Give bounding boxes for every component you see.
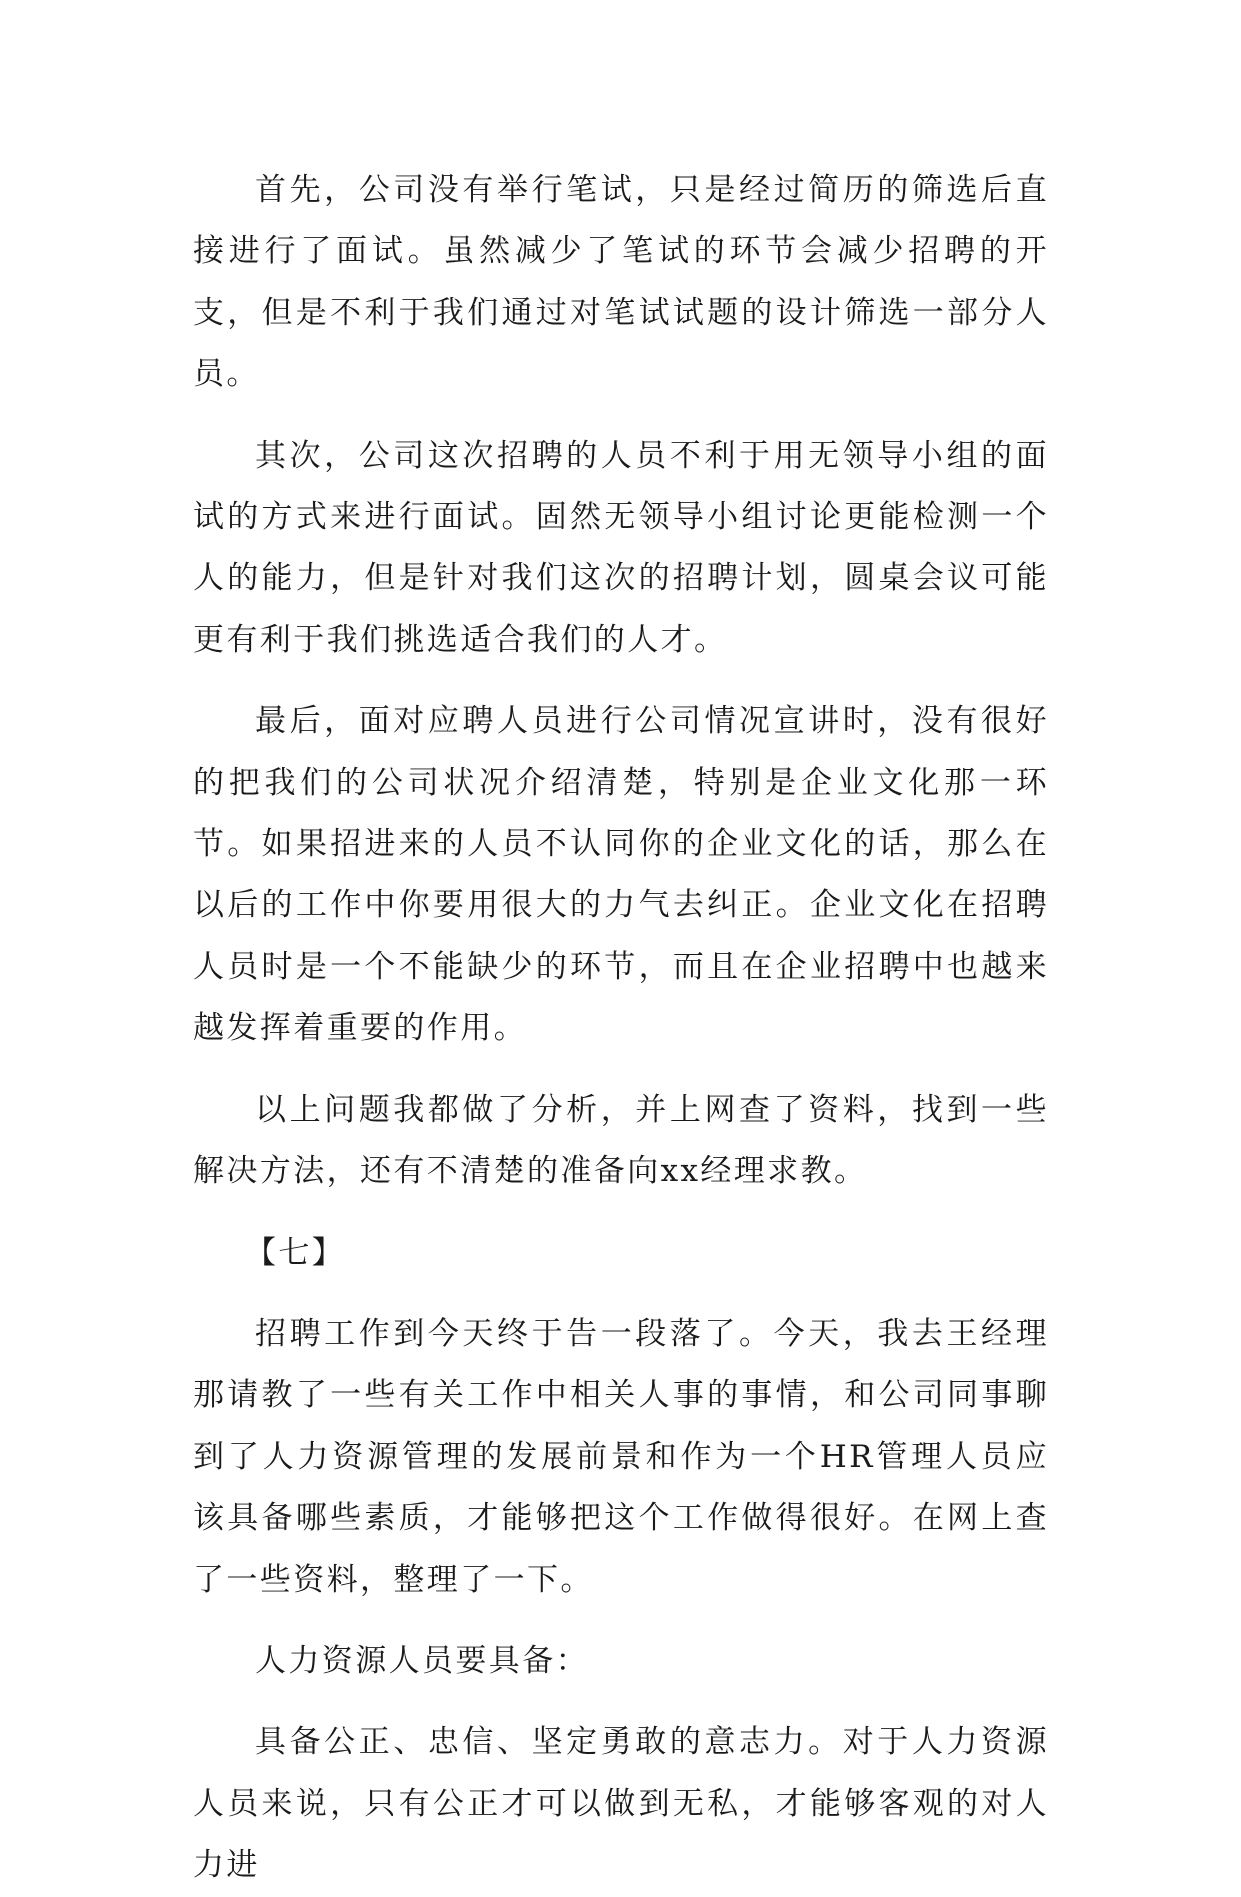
section-heading: 【七】 <box>245 1234 346 1271</box>
paragraph-hr-requirements-intro: 人力资源人员要具备： <box>255 1642 589 1679</box>
paragraph-hr-qualities: 具备公正、忠信、坚定勇敢的意志力。对于人力资源人员来说，只有公正才可以做到无私，才能够客观的对人力进 <box>193 1724 1049 1884</box>
paragraph-company-presentation: 最后，面对应聘人员进行公司情况宣讲时，没有很好的把我们的公司状况介绍清楚，特别是企业文化那一环节。如果招进来的人员不认同你的企业文化的话，那么在以后的工作中你要用很大的力气去纠正。企业文化在招聘人员时是一个不能缺少的环节，而且在企业招聘中也越来越发挥着重要的作用。 <box>193 703 1049 1047</box>
paragraph-recruitment-end: 招聘工作到今天终于告一段落了。今天，我去王经理那请教了一些有关工作中相关人事的事情，和公司同事聊到了人力资源管理的发展前景和作为一个HR管理人员应该具备哪些素质，才能够把这个工作做得很好。在网上查了一些资料，整理了一下。 <box>193 1315 1049 1598</box>
paragraph-analysis-summary: 以上问题我都做了分析，并上网查了资料，找到一些解决方法，还有不清楚的准备向xx经理求教。 <box>193 1091 1049 1190</box>
document-body <box>193 160 1049 1897</box>
paragraph-written-test: 首先，公司没有举行笔试，只是经过简历的筛选后直接进行了面试。虽然减少了笔试的环节会减少招聘的开支，但是不利于我们通过对笔试试题的设计筛选一部分人员。 <box>193 172 1049 393</box>
paragraph-group-interview: 其次，公司这次招聘的人员不利于用无领导小组的面试的方式来进行面试。固然无领导小组讨论更能检测一个人的能力，但是针对我们这次的招聘计划，圆桌会议可能更有利于我们挑选适合我们的人才。 <box>193 437 1049 658</box>
